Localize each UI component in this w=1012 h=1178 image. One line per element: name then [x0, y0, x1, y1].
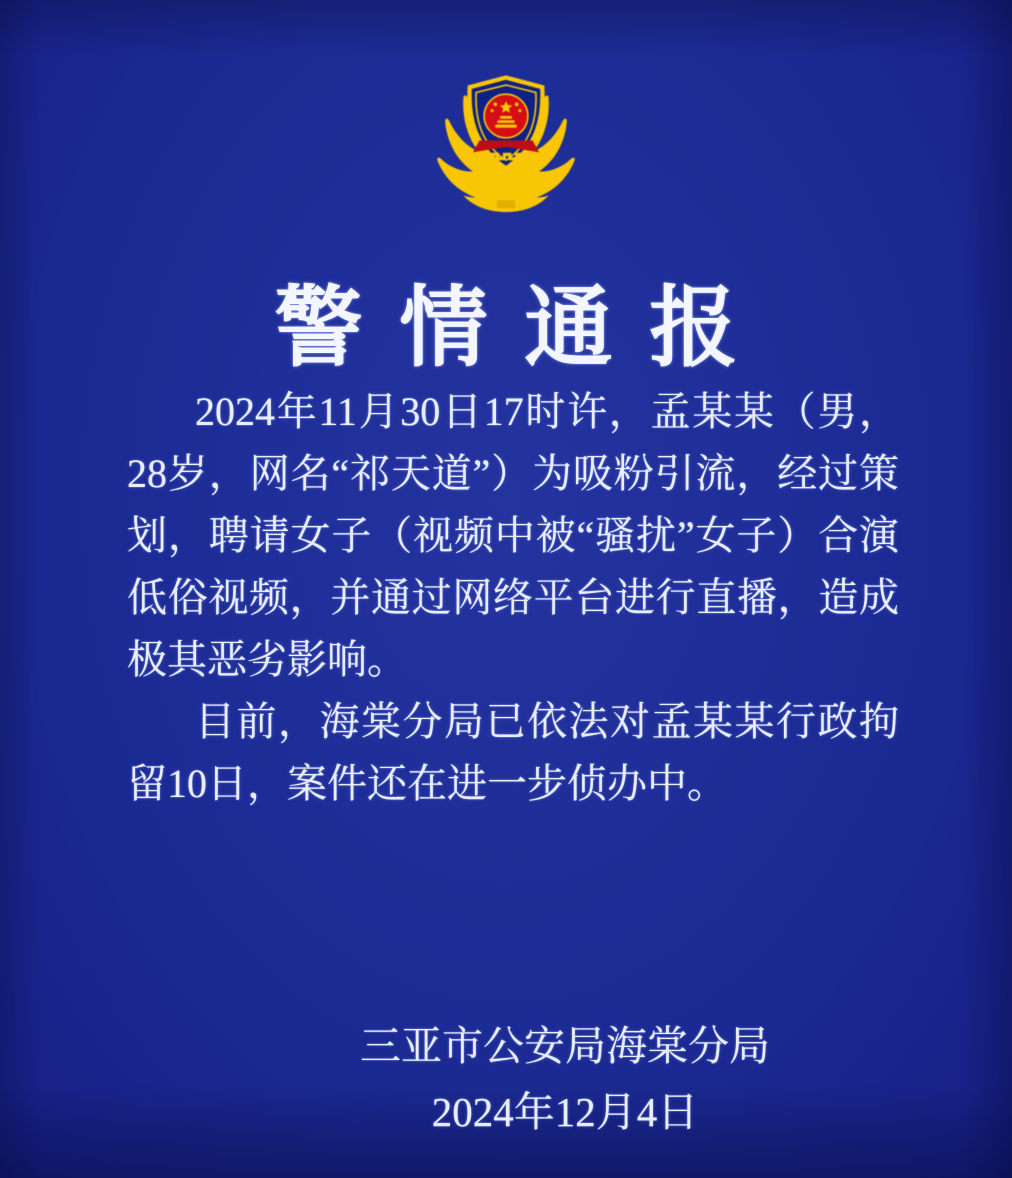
issue-date: 2024年12月4日: [431, 1089, 699, 1135]
police-badge-emblem: [426, 62, 586, 218]
notice-footer: [360, 1013, 770, 1145]
notice-paragraph-2: 目前，海棠分局已依法对孟某某行政拘留10日，案件还在进一步侦办中。: [127, 699, 899, 806]
notice-paragraph-1: 2024年11月30日17时许，孟某某（男，28岁，网名“祁天道”）为吸粉引流，经过策划，聘请女子（视频中被“骚扰”女子）合演低俗视频，并通过网络平台进行直播，造成极其恶劣影响。: [127, 389, 899, 682]
police-badge-icon: [426, 62, 586, 218]
notice-title: 警情通报: [274, 281, 775, 378]
issuing-authority: 三亚市公安局海棠分局: [360, 1023, 770, 1069]
notice-body: [127, 381, 899, 815]
